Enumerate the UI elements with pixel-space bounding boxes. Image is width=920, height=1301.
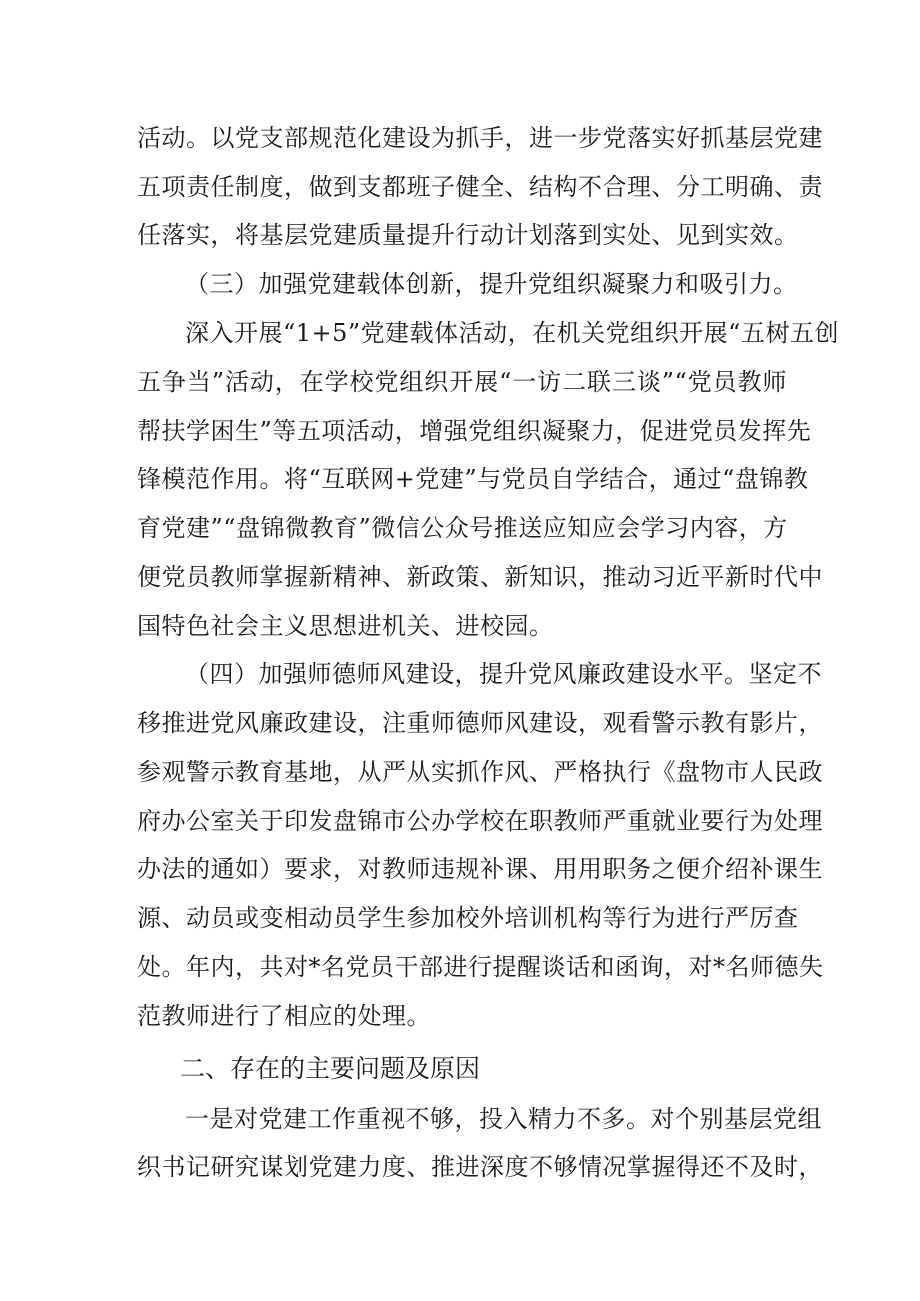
paragraph-line: 任落实，将基层党建质量提升行动计划落到实处、见到实效。: [137, 221, 799, 249]
paragraph-line: 五争当”活动，在学校党组织开展“一访二联三谈”“党员教师: [137, 368, 787, 396]
section-heading-2: 二、存在的主要问题及原因: [180, 1054, 481, 1083]
paragraph-line: 移推进党风廉政建设，注重师德师风建设，观看警示教有影片，: [137, 709, 823, 737]
paragraph-line: 帮扶学困生”等五项活动，增强党组织凝聚力，促进党员发挥先: [137, 417, 812, 445]
section-heading-3: （三）加强党建载体创新，提升党组织凝聚力和吸引力。: [185, 270, 798, 298]
paragraph-line: 处。年内，共对*名党员干部进行提醒谈话和函询，对*名师德失: [137, 953, 824, 981]
section-heading-4: （四）加强师德师风建设，提升党风廉政建设水平。坚定不: [185, 660, 822, 688]
paragraph-line: 育党建”“盘锦微教育”微信公众号推送应知应会学习内容，方: [137, 514, 788, 542]
paragraph-line: 便党员教师掌握新精神、新政策、新知识，推动习近平新时代中: [137, 563, 823, 591]
paragraph-line: 府办公室关于印发盘锦市公办学校在职教师严重就业要行为处理: [137, 807, 823, 835]
paragraph-line: 五项责任制度，做到支都班子健全、结构不合理、分工明确、责: [137, 173, 823, 201]
paragraph-line: 锋模范作用。将“互联网+党建”与党员自学结合，通过“盘锦教: [137, 465, 809, 493]
paragraph-line: 参观警示教育基地，从严从实抓作风、严格执行《盘物市人民政: [137, 758, 823, 786]
paragraph-line: 深入开展“1+5”党建载体活动，在机关党组织开展“五树五创: [185, 319, 839, 347]
paragraph-line: 织书记研究谋划党建力度、推进深度不够情况掌握得还不及时，: [137, 1153, 823, 1181]
paragraph-line: 国特色社会主义思想进机关、进校园。: [137, 612, 554, 640]
paragraph-line: 源、动员或变相动员学生参加校外培训机构等行为进行严厉查: [137, 904, 799, 932]
paragraph-line: 活动。以党支部规范化建设为抓手，进一步党落实好抓基层党建: [137, 124, 823, 152]
paragraph-line: 一是对党建工作重视不够，投入精力不多。对个别基层党组: [185, 1105, 822, 1133]
paragraph-line: 范教师进行了相应的处理。: [137, 1002, 431, 1030]
paragraph-line: 办法的通如）要求，对教师违规补课、用用职务之便介绍补课生: [137, 855, 823, 883]
